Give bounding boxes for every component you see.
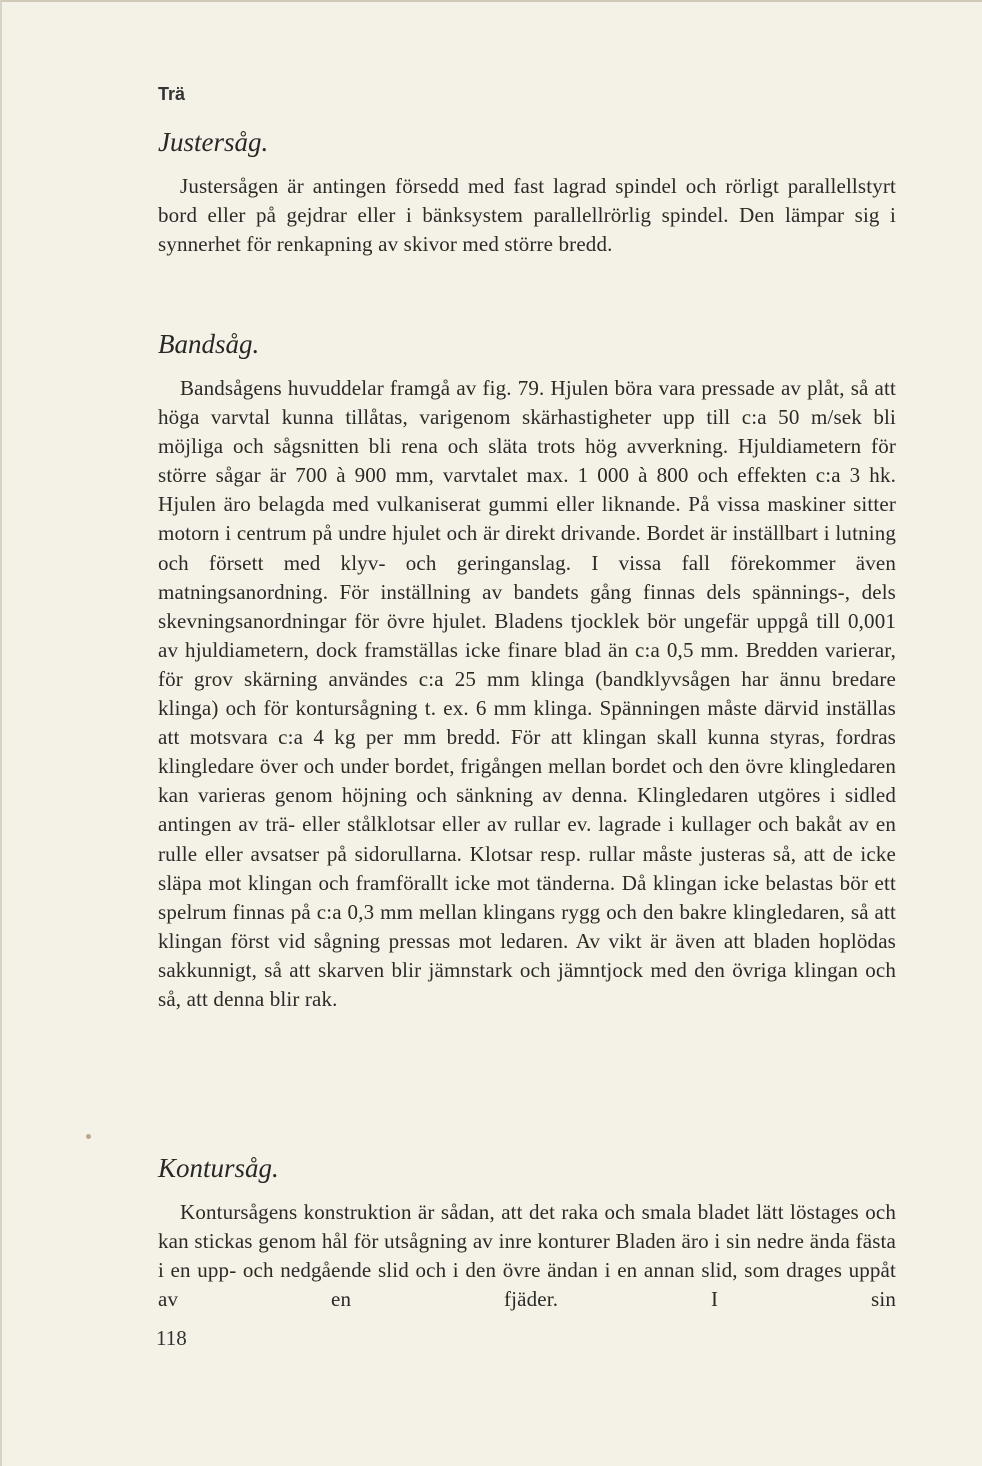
section-heading: Kontursåg. <box>158 1153 279 1183</box>
page-number: 118 <box>156 1326 187 1350</box>
section-justersag <box>158 126 896 259</box>
section-heading: Bandsåg. <box>158 329 260 359</box>
section-heading: Justersåg. <box>158 127 269 157</box>
margin-speck <box>86 1134 91 1139</box>
section-paragraph: Bandsågens huvuddelar framgå av fig. 79. Hjulen böra vara pressade av plåt, så att höga varvtal kunna tillåtas, varigenom skärhastigheter upp till c:a 50 m/sek bli möjliga och sågsnitten bli rena och släta trots hög avverkning. Hjuldiametern för större sågar är 700 à 900 mm, varvtalet max. 1 000 à 800 och effekten c:a 3 hk. Hjulen äro belagda med vulkaniserat gummi eller liknande. På vissa maskiner sitter motorn i centrum på undre hjulet och är direkt drivande. Bordet är inställbart i lutning och försett med klyv- och geringanslag. I vissa fall förekommer även matningsanordning. För inställning av bandets gång finnas dels spännings-, dels skevningsanordningar för övre hjulet. Bladens tjocklek bör ungefär uppgå till 0,001 av hjuldiametern, dock framställas icke finare blad än c:a 0,5 mm. Bredden varierar, för grov skärning användes c:a 25 mm klinga (bandklyvsågen har ännu bredare klinga) och för kontursågning t. ex. 6 mm klinga. Spänningen måste därvid inställas att motsvara c:a 4 kg per mm bredd. För att klingan skall kunna styras, fordras klingledare över och under bordet, frigången mellan bordet och den övre klingledaren kan varieras genom höjning och sänkning av denna. Klingledaren utgöres i sidled antingen av trä- eller stålklotsar eller av rullar ev. lagrade i kullager och bakåt av en rulle eller avsatser på sidorullarna. Klotsar resp. rullar måste justeras så, att de icke släpa mot klingan och framförallt icke mot tänderna. Då klingan icke belastas bör ett spelrum finnas på c:a 0,3 mm mellan klingans rygg och den bakre klingledaren, så att klingan först vid sågning pressas mot ledaren. Av vikt är även att bladen hoplödas sakkunnigt, så att skarven blir jämnstark och jämntjock med den övriga klingan och så, att denna blir rak. <box>158 376 896 1011</box>
section-bandsag <box>158 328 896 1014</box>
section-kontursag <box>158 1152 896 1314</box>
top-edge-rule <box>0 0 982 2</box>
section-paragraph: Justersågen är antingen försedd med fast lagrad spindel och rörligt parallellstyrt bord eller på gejdrar eller i bänksystem parallellrörlig spindel. Den lämpar sig i synnerhet för renkapning av skivor med större bredd. <box>158 174 896 257</box>
running-head: Trä <box>158 84 186 104</box>
left-edge-rule <box>0 0 2 1466</box>
section-paragraph: Kontursågens konstruktion är sådan, att det raka och smala bladet lätt löstages och kan stickas genom hål för utsågning av inre konturer Bladen äro i sin nedre ända fästa i en upp- och nedgående slid och i den övre ändan i en annan slid, som drages uppåt av en fjäder. I sin <box>158 1200 896 1312</box>
